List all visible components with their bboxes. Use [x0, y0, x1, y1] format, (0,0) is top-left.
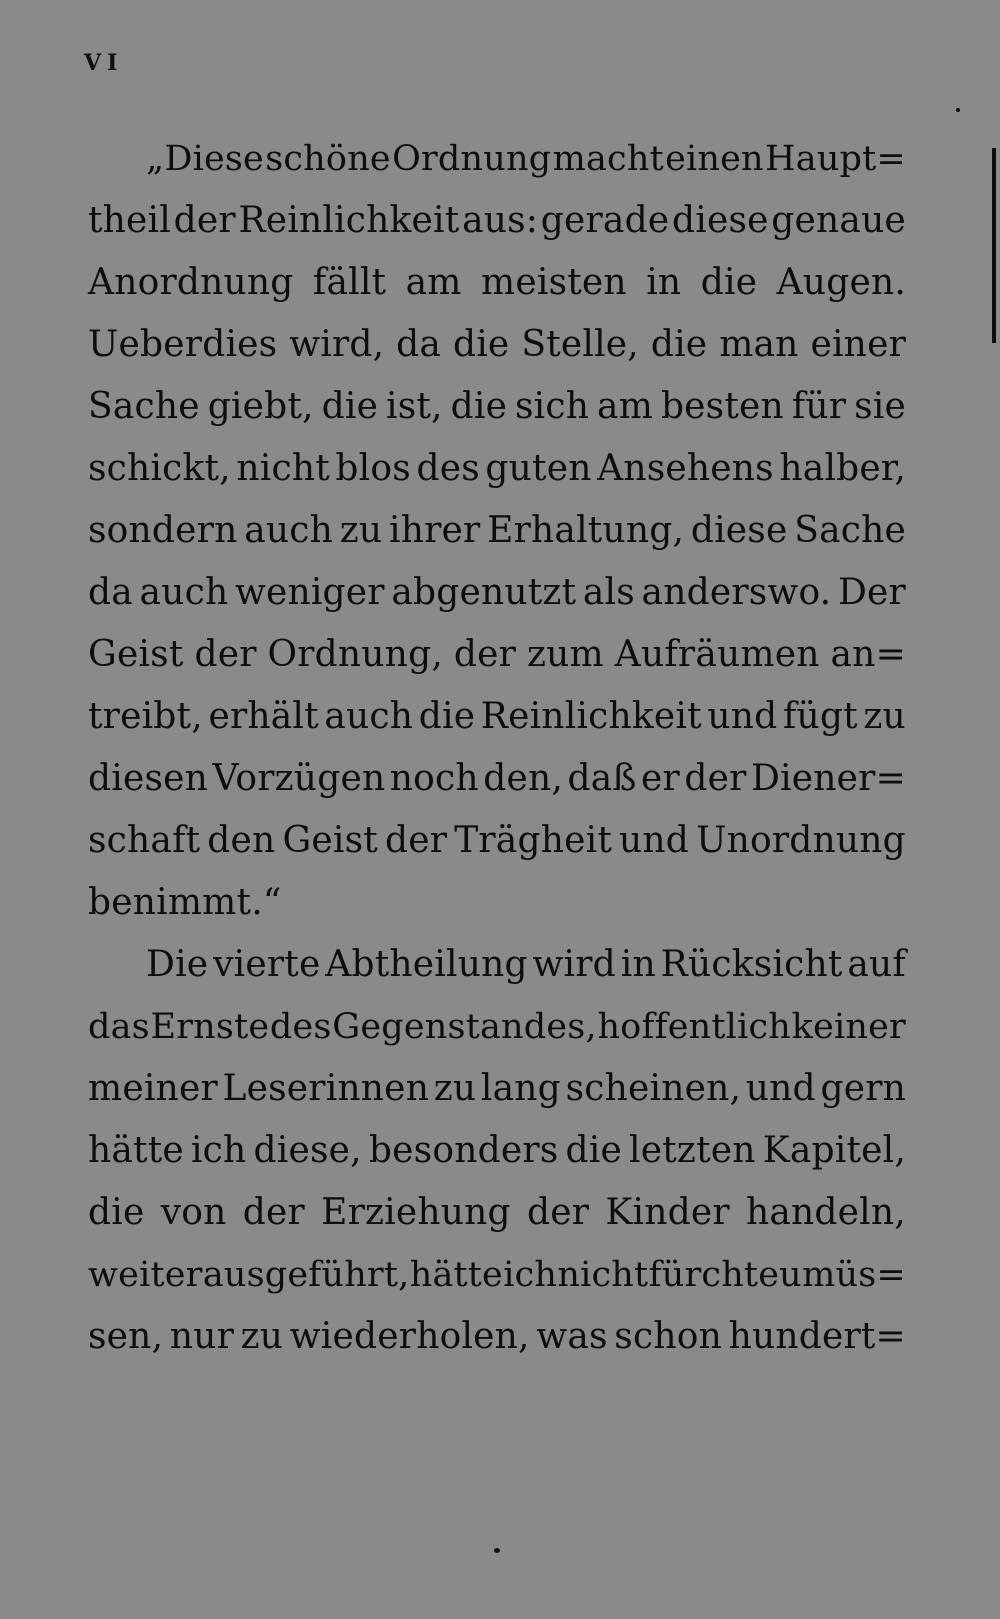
- text-line: [88, 1182, 906, 1244]
- word: Kinder: [605, 1192, 730, 1233]
- word: treibt,: [88, 696, 203, 737]
- word: die: [700, 262, 758, 303]
- word: Abtheilung: [325, 944, 528, 985]
- word: ich: [190, 1130, 247, 1171]
- word: Leserinnen: [222, 1068, 430, 1109]
- word: Augen.: [776, 262, 906, 303]
- word: besten: [660, 386, 784, 427]
- word: sondern: [88, 510, 238, 551]
- word: den: [207, 820, 276, 861]
- word: erhält: [208, 696, 319, 737]
- word: auch: [324, 696, 414, 737]
- body-text: [88, 128, 906, 1368]
- page-number: VI: [84, 50, 124, 76]
- word: handeln,: [745, 1192, 906, 1233]
- word: Stelle,: [521, 324, 639, 365]
- word: die: [452, 324, 510, 365]
- text-line: [88, 314, 906, 376]
- word: die: [650, 324, 708, 365]
- word: meisten: [481, 262, 627, 303]
- word: besonders: [368, 1130, 559, 1171]
- paragraph-1: [88, 128, 906, 934]
- word: der: [527, 1192, 590, 1233]
- word: zu: [433, 1068, 477, 1109]
- text-line: [88, 934, 906, 996]
- word: die: [321, 386, 379, 427]
- word: des: [269, 1007, 332, 1047]
- word: Geist: [88, 634, 184, 675]
- word: er: [641, 758, 680, 799]
- word: Anordnung: [88, 262, 294, 303]
- paragraph-2: [88, 934, 906, 1368]
- word: Ernste: [150, 1007, 270, 1047]
- text-line: [88, 996, 906, 1058]
- word: in: [646, 262, 682, 303]
- word: Haupt=: [765, 139, 906, 179]
- word: Ordnung,: [267, 634, 443, 675]
- word: Ordnung: [392, 139, 552, 179]
- word: zu: [339, 510, 383, 551]
- word: an=: [830, 634, 906, 675]
- word: Erziehung: [321, 1192, 511, 1233]
- word: da: [88, 572, 133, 613]
- ink-speck: [494, 1548, 500, 1553]
- word: ist,: [386, 386, 443, 427]
- word: und: [707, 696, 778, 737]
- word: hoffentlich: [597, 1007, 792, 1047]
- word: der: [684, 758, 747, 799]
- text-line: [88, 376, 906, 438]
- word: das: [88, 1007, 150, 1047]
- word: schaft: [88, 820, 201, 861]
- word: hundert=: [728, 1316, 906, 1357]
- word: Rücksicht: [660, 944, 843, 985]
- word: Reinlichkeit: [238, 200, 460, 241]
- word: sich: [514, 386, 590, 427]
- word: Sache: [88, 386, 200, 427]
- word: Ueberdies: [88, 324, 278, 365]
- word: Kapitel,: [762, 1130, 906, 1171]
- word: auch: [139, 572, 229, 613]
- word: scheinen,: [565, 1068, 742, 1109]
- word: man: [719, 324, 799, 365]
- word: Diener=: [751, 758, 906, 799]
- word: Reinlichkeit: [480, 696, 702, 737]
- word: aus:: [462, 200, 539, 241]
- word: hätte: [409, 1255, 503, 1295]
- word: die: [418, 696, 476, 737]
- word: ihrer: [389, 510, 481, 551]
- page-edge-shadow: [992, 148, 996, 343]
- text-line: [88, 128, 906, 190]
- word: einer: [810, 324, 906, 365]
- word: nur: [169, 1316, 235, 1357]
- word: den,: [483, 758, 564, 799]
- word: Trägheit: [454, 820, 612, 861]
- word: giebt,: [207, 386, 314, 427]
- word: Ansehens: [597, 448, 774, 489]
- word: anderswo.: [641, 572, 832, 613]
- word: für: [791, 386, 847, 427]
- text-line: [88, 562, 906, 624]
- word: meiner: [88, 1068, 218, 1109]
- word: und: [745, 1068, 816, 1109]
- word: Gegenstandes,: [332, 1007, 597, 1047]
- word: des: [416, 448, 480, 489]
- text-line: [88, 1306, 906, 1368]
- word: was: [536, 1316, 608, 1357]
- word: wird,: [289, 324, 385, 365]
- word: fällt: [312, 262, 387, 303]
- word: da: [396, 324, 442, 365]
- word: Der: [837, 572, 906, 613]
- word: diese: [671, 200, 769, 241]
- word: nicht: [557, 1255, 649, 1295]
- word: diese,: [253, 1130, 362, 1171]
- word: Unordnung: [696, 820, 906, 861]
- word: in: [620, 944, 656, 985]
- word: letzten: [629, 1130, 756, 1171]
- text-line: [88, 686, 906, 748]
- word: gern: [820, 1068, 906, 1109]
- word: macht: [552, 139, 664, 179]
- word: der: [194, 634, 257, 675]
- word: ausgeführt,: [202, 1255, 410, 1295]
- word: der: [242, 1192, 305, 1233]
- word: die: [565, 1130, 622, 1171]
- word: von: [160, 1192, 227, 1233]
- word: schickt,: [88, 448, 231, 489]
- word: noch: [389, 758, 479, 799]
- word: wiederholen,: [289, 1316, 530, 1357]
- text-line: [88, 1244, 906, 1306]
- word: schöne: [265, 139, 391, 179]
- word: auf: [847, 944, 906, 985]
- word: am: [597, 386, 654, 427]
- word: als: [582, 572, 635, 613]
- word: diese: [690, 510, 788, 551]
- word: Erhaltung,: [487, 510, 685, 551]
- word: der: [385, 820, 448, 861]
- word: guten: [485, 448, 592, 489]
- word: halber,: [779, 448, 906, 489]
- word: keiner: [791, 1007, 906, 1047]
- word: theil: [88, 200, 171, 241]
- text-line: [88, 438, 906, 500]
- word: zum: [526, 634, 604, 675]
- text-line: [88, 500, 906, 562]
- word: der: [173, 200, 236, 241]
- word: nicht: [236, 448, 330, 489]
- word: gerade: [540, 200, 670, 241]
- word: ich: [503, 1255, 558, 1295]
- text-line: benimmt.“: [88, 882, 282, 923]
- word: Aufräumen: [614, 634, 820, 675]
- word: fürchteu: [648, 1255, 802, 1295]
- text-line: [88, 190, 906, 252]
- word: weniger: [234, 572, 385, 613]
- word: sen,: [88, 1316, 164, 1357]
- word: hätte: [88, 1130, 184, 1171]
- word: lang: [480, 1068, 561, 1109]
- text-line: [88, 252, 906, 314]
- word: müs=: [802, 1255, 906, 1295]
- word: zu: [240, 1316, 284, 1357]
- word: schon: [614, 1316, 722, 1357]
- word: Die: [146, 944, 209, 985]
- text-line: [88, 748, 906, 810]
- text-line: [88, 624, 906, 686]
- word: daß: [567, 758, 637, 799]
- word: Geist: [282, 820, 378, 861]
- word: Sache: [794, 510, 906, 551]
- word: abgenutzt: [391, 572, 577, 613]
- word: die: [88, 1192, 145, 1233]
- ink-speck: [956, 108, 960, 112]
- word: auch: [244, 510, 333, 551]
- word: vierte: [213, 944, 321, 985]
- word: wird: [532, 944, 616, 985]
- word: fügt: [782, 696, 858, 737]
- word: sie: [854, 386, 906, 427]
- word: Vorzügen: [212, 758, 386, 799]
- word: zu: [863, 696, 906, 737]
- word: weiter: [88, 1255, 203, 1295]
- word: blos: [335, 448, 411, 489]
- word: einen: [665, 139, 764, 179]
- text-line: [88, 1120, 906, 1182]
- word: der: [453, 634, 517, 675]
- word: diesen: [88, 758, 209, 799]
- word: die: [450, 386, 508, 427]
- text-line: [88, 810, 906, 872]
- text-line: [88, 1058, 906, 1120]
- word: am: [405, 262, 462, 303]
- word: und: [619, 820, 690, 861]
- word: genaue: [771, 200, 906, 241]
- word: „Diese: [146, 139, 264, 179]
